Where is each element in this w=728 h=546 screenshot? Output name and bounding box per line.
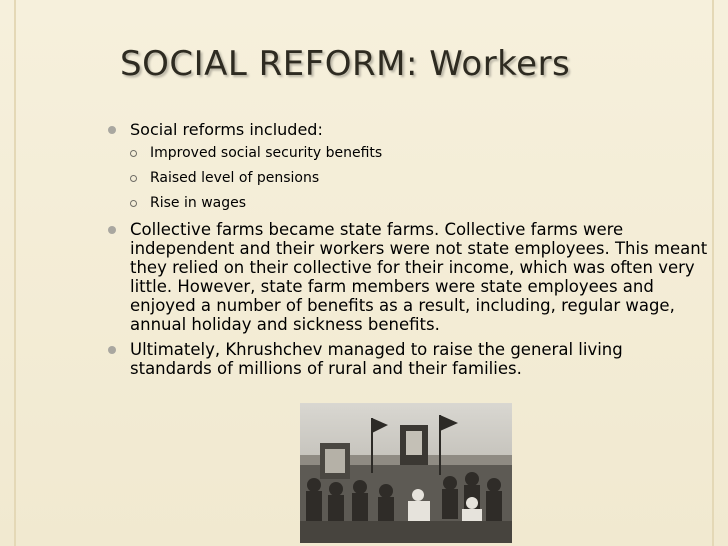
bullet-icon (108, 126, 116, 134)
sub-bullet-item (108, 195, 708, 212)
bullet-item (108, 340, 708, 378)
sub-bullet-list (108, 145, 708, 212)
bullet-item (108, 220, 708, 334)
slide-title: SOCIAL REFORM: Workers (120, 44, 571, 84)
sub-bullet-icon (130, 150, 137, 157)
photo-illustration (300, 403, 512, 543)
sub-bullet-icon (130, 175, 137, 182)
bullet-icon (108, 226, 116, 234)
bullet-text: Collective farms became state farms. Collective farms were independent and their workers were not state employees. This meant they relied on their collective for their income, which was often very little. However, state farm members were state employees and enjoyed a number of benefits as a result, including, regular wage, annual holiday and sickness benefits. (130, 220, 708, 334)
sub-bullet-text: Raised level of pensions (150, 170, 320, 186)
historical-photo (300, 403, 512, 543)
sub-bullet-item (108, 170, 708, 187)
bullet-text: Social reforms included: (130, 120, 323, 139)
sub-bullet-text: Improved social security benefits (150, 145, 383, 161)
sub-bullet-item (108, 145, 708, 162)
bullet-item (108, 120, 708, 139)
bullet-list (108, 120, 708, 384)
right-decorative-rule (712, 0, 714, 546)
sub-bullet-text: Rise in wages (150, 195, 247, 211)
left-decorative-rule (14, 0, 16, 546)
bullet-icon (108, 346, 116, 354)
sub-bullet-icon (130, 200, 137, 207)
bullet-text: Ultimately, Khrushchev managed to raise the general living standards of millions of rural and their families. (130, 340, 623, 378)
